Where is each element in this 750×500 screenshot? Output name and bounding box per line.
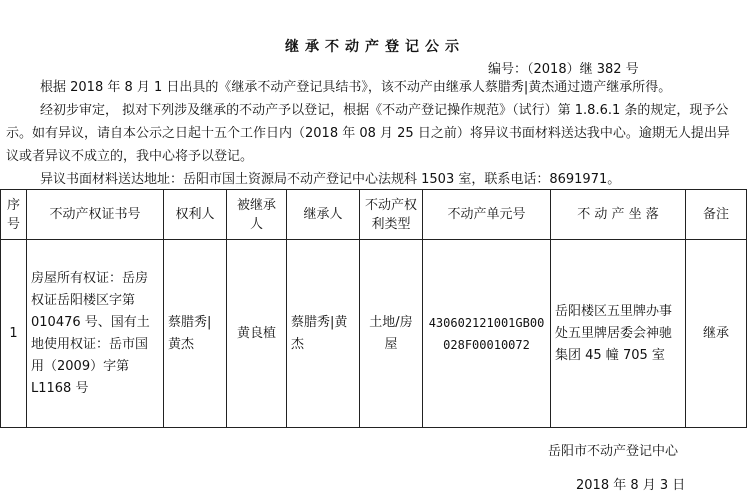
table-header-row [1,190,747,240]
header-cert: 不动产权证书号 [27,190,164,240]
header-note: 备注 [686,190,747,240]
header-heir: 继承人 [287,190,360,240]
cell-deceased: 黄良植 [227,240,287,428]
cell-unit-no: 430602121001GB00028F00010072 [423,240,551,428]
header-right-type: 不动产权利类型 [360,190,423,240]
cell-seq: 1 [1,240,27,428]
cell-right-type: 土地/房屋 [360,240,423,428]
cell-location: 岳阳楼区五里牌办事处五里牌居委会神驰集团 45 幢 705 室 [551,240,686,428]
intro-paragraph: 根据 2018 年 8 月 1 日出具的《继承不动产登记具结书》，该不动产由继承人蔡腊秀|黄杰通过遗产继承所得。 [40,80,672,95]
header-owner: 权利人 [164,190,227,240]
document-number: 编号：（2018）继 382 号 [488,62,639,77]
issuer-name: 岳阳市不动产登记中心 [548,444,679,459]
document-title: 继承不动产登记公示 [285,39,465,55]
issue-date: 2018 年 8 月 3 日 [576,478,686,493]
header-unit-no: 不动产单元号 [423,190,551,240]
header-deceased: 被继承人 [227,190,287,240]
cell-heir: 蔡腊秀|黄杰 [287,240,360,428]
table-row [1,240,747,428]
cell-owner: 蔡腊秀|黄杰 [164,240,227,428]
objection-address-paragraph: 异议书面材料送达地址：岳阳市国土资源局不动产登记中心法规科 1503 室，联系电话：8691971。 [40,172,621,187]
cell-cert: 房屋所有权证：岳房权证岳阳楼区字第 010476 号、国有土地使用权证：岳市国用（2009）字第 L1168 号 [27,240,164,428]
cell-note: 继承 [686,240,747,428]
registration-table [0,189,747,428]
header-seq: 序号 [1,190,27,240]
header-location: 不 动 产 坐 落 [551,190,686,240]
review-paragraph: 经初步审定， 拟对下列涉及继承的不动产予以登记，根据《不动产登记操作规范》（试行）第 1.8.6.1 条的规定，现予公示。如有异议，请自本公示之日起十五个工作日内（2018 年 08 月 25 日之前）将异议书面材料送达我中心。逾期无人提出异议或者异议不成立的，我中心将予以登记。 [6,103,730,164]
